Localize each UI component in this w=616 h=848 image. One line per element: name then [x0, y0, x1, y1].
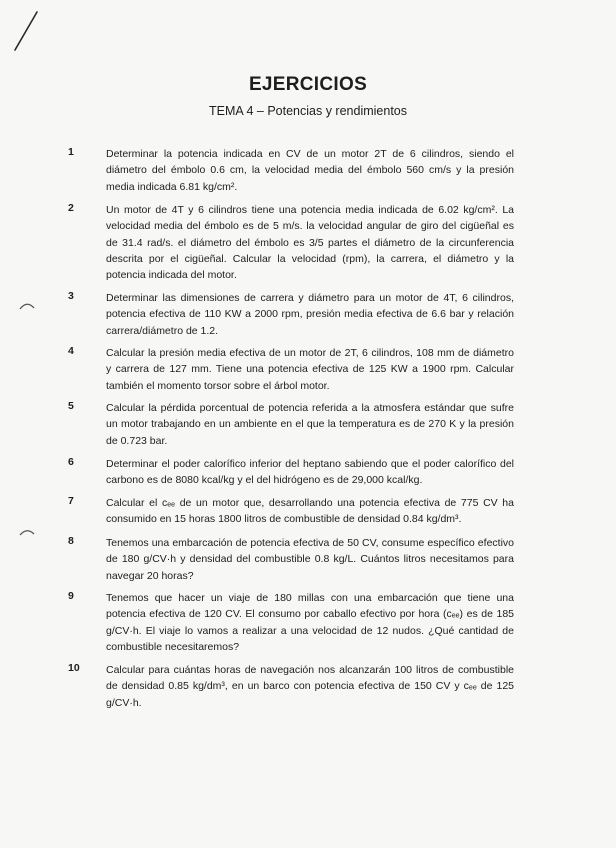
punch-hole-mark: [18, 301, 36, 311]
exercise-number: 2: [68, 202, 74, 214]
exercise-number: 5: [68, 400, 74, 412]
exercise-number: 8: [68, 535, 74, 547]
page-title: EJERCICIOS: [248, 74, 368, 95]
exercise-text: Un motor de 4T y 6 cilindros tiene una potencia media indicada de 6.02 kg/cm². La velocidad media del émbolo es de 5 m/s. la velocidad angular de giro del cigüeñal es de 31.4 rad/s. el diámetro del émbolo es 3/5 partes el diámetro de la circunferencia descrita por el cigüeñal. Calcular la velocidad (rpm), la carrera, el diámetro y la potencia indicada del motor.: [106, 204, 514, 282]
exercise-text: Determinar las dimensiones de carrera y diámetro para un motor de 4T, 6 cilindros, potencia efectiva de 110 KW a 2000 rpm, presión media efectiva de 6.6 bar y relación carrera/diámetro de 1.2.: [106, 292, 514, 337]
exercise-number: 1: [68, 146, 74, 158]
punch-hole-mark: [18, 528, 36, 538]
pen-stroke-mark: [10, 10, 40, 54]
exercise-number: 10: [68, 662, 80, 674]
exercise-number: 3: [68, 290, 74, 302]
exercise-text: Tenemos una embarcación de potencia efectiva de 50 CV, consume específico efectivo de 180 g/CV·h y densidad del combustible 0.8 kg/L. Cuántos litros necesitamos para navegar 20 horas?: [106, 537, 514, 582]
exercise-number: 6: [68, 456, 74, 468]
exercise-text: Calcular la presión media efectiva de un motor de 2T, 6 cilindros, 108 mm de diámetro y carrera de 127 mm. Tiene una potencia efectiva de 125 KW a 1900 rpm. Calcular también el momento torsor sobre el árbol motor.: [106, 347, 514, 392]
exercise-text: Determinar el poder calorífico inferior del heptano sabiendo que el poder calorífico del carbono es de 8080 kcal/kg y el del hidrógeno es de 29,000 kcal/kg.: [106, 458, 514, 487]
exercise-number: 9: [68, 590, 74, 602]
exercise-text: Determinar la potencia indicada en CV de un motor 2T de 6 cilindros, siendo el diámetro del émbolo 0.6 cm, la velocidad media del émbolo 560 cm/s y la presión media indicada 6.81 kg/cm².: [106, 148, 514, 193]
exercise-text: Tenemos que hacer un viaje de 180 millas con una embarcación que tiene una potencia efectiva de 120 CV. El consumo por caballo efectivo por hora (cₑₑ) es de 185 g/CV·h. El viaje lo vamos a realizar a una velocidad de 12 nudos. ¿Qué cantidad de combustible necesitaremos?: [106, 592, 514, 653]
exercise-text: Calcular el cₑₑ de un motor que, desarrollando una potencia efectiva de 775 CV ha consumido en 15 horas 1800 litros de combustible de densidad 0.84 kg/dm³.: [106, 497, 514, 526]
exercise-number: 7: [68, 495, 74, 507]
exercise-number: 4: [68, 345, 74, 357]
exercise-text: Calcular la pérdida porcentual de potencia referida a la atmosfera estándar que sufre un motor trabajando en un ambiente en el que la temperatura es de 270 K y la presión de 0.723 bar.: [106, 402, 514, 447]
exercise-text: Calcular para cuántas horas de navegación nos alcanzarán 100 litros de combustible de densidad 0.85 kg/dm³, en un barco con potencia efectiva de 150 CV y cₑₑ de 125 g/CV·h.: [106, 664, 514, 709]
page-subtitle: TEMA 4 – Potencias y rendimientos: [208, 104, 407, 118]
